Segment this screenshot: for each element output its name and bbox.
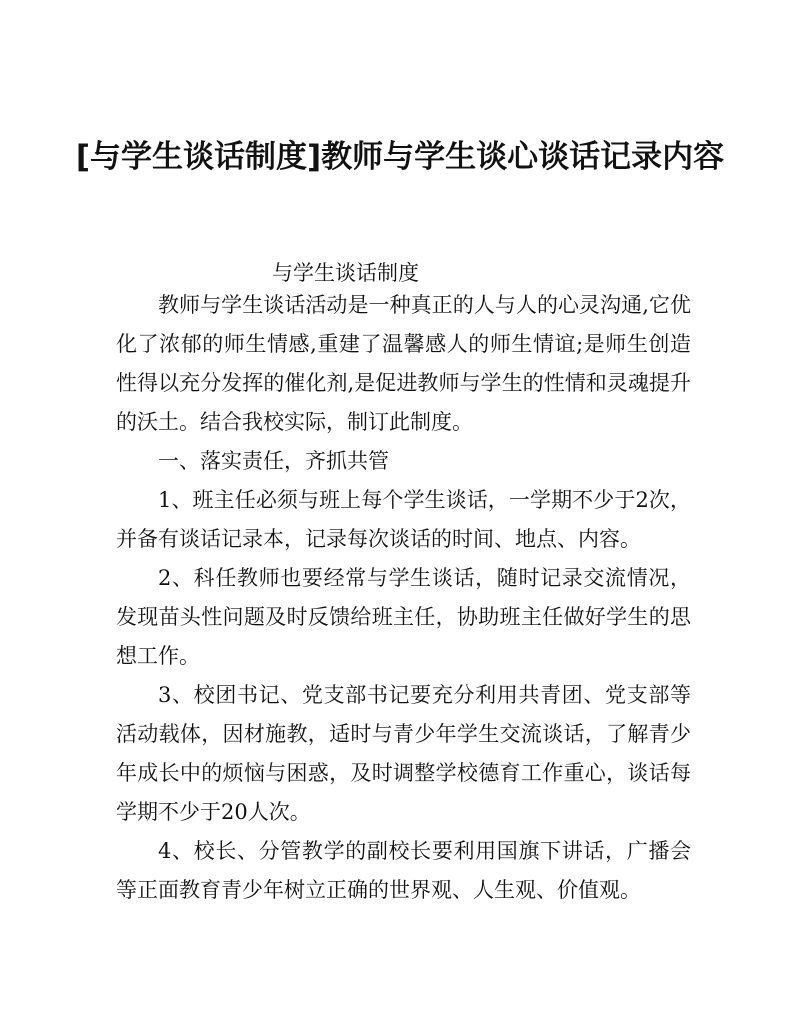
section-subtitle: 与学生谈话制度 [272, 261, 419, 285]
rule-paragraph-2: 2、科任教师也要经常与学生谈话，随时记录交流情况，发现苗头性问题及时反馈给班主任，协助班主任做好学生的思想工作。 [116, 566, 691, 668]
intro-paragraph: 教师与学生谈话活动是一种真正的人与人的心灵沟通,它优化了浓郁的师生情感,重建了温馨感人的师生情谊;是师生创造性得以充分发挥的催化剂,是促进教师与学生的性情和灵魂提升的沃土。结合我校实际，制订此制度。 [116, 293, 691, 434]
rule-paragraph-4: 4、校长、分管教学的副校长要利用国旗下讲话，广播会等正面教育青少年树立正确的世界观、人生观、价值观。 [116, 839, 691, 902]
section-heading: 一、落实责任，齐抓共管 [158, 449, 389, 473]
document-title: [与学生谈话制度]教师与学生谈心谈话记录内容 [75, 139, 725, 175]
rule-paragraph-1: 1、班主任必须与班上每个学生谈话，一学期不少于2次，并备有谈话记录本，记录每次谈话的时间、地点、内容。 [116, 488, 691, 551]
rule-paragraph-3: 3、校团书记、党支部书记要充分利用共青团、党支部等活动载体，因材施教，适时与青少年学生交流谈话，了解青少年成长中的烦恼与困惑，及时调整学校德育工作重心，谈话每学期不少于20人次。 [116, 683, 691, 824]
